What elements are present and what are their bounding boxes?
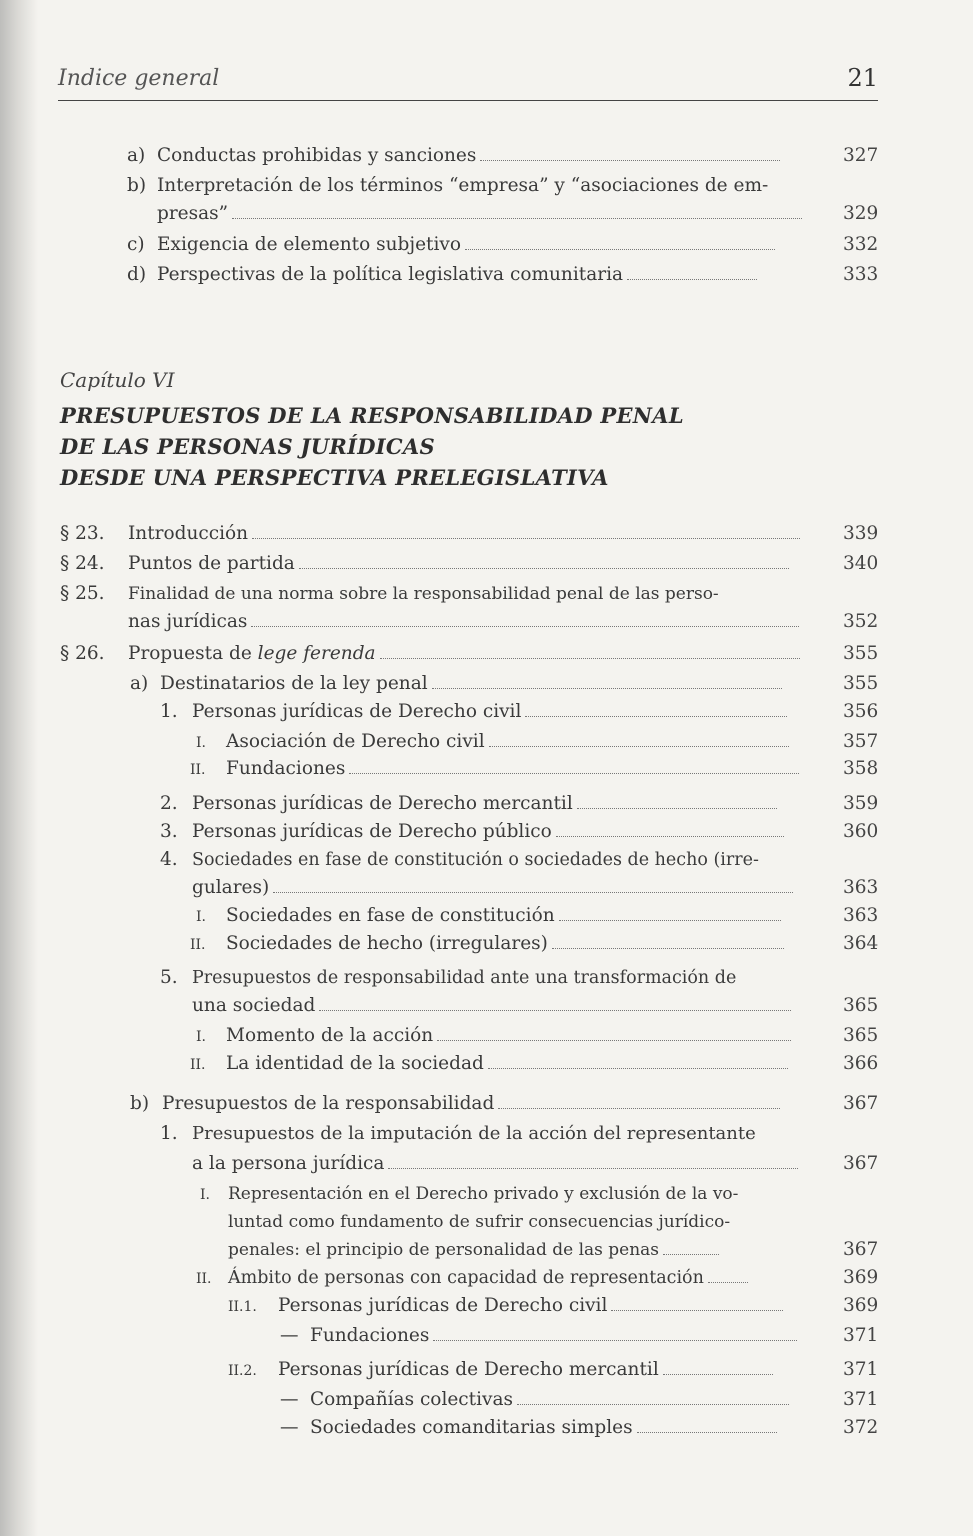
toc-entry: 4. Sociedades en fase de constitución o sociedades de hecho (irre- xyxy=(160,849,759,870)
toc-entry: c) Exigencia de elemento subjetivo xyxy=(127,231,775,259)
page-edge-shadow xyxy=(0,0,38,1536)
toc-page: 371 xyxy=(843,1389,879,1410)
toc-entry: § 23. Introducción xyxy=(60,520,800,548)
toc-entry: 3. Personas jurídicas de Derecho público xyxy=(160,818,784,846)
toc-page: 367 xyxy=(843,1093,879,1114)
toc-page: 340 xyxy=(843,553,879,574)
toc-entry: II. Ámbito de personas con capacidad de representación xyxy=(196,1264,748,1292)
toc-entry: — Compañías colectivas xyxy=(280,1386,789,1414)
toc-entry-cont: presas” xyxy=(157,200,802,228)
toc-entry-cont: gulares) xyxy=(192,874,793,902)
toc-page: 369 xyxy=(843,1267,879,1288)
toc-entry: b) Presupuestos de la responsabilidad xyxy=(130,1090,780,1118)
toc-entry: II. Fundaciones xyxy=(190,755,799,783)
toc-entry: 5. Presupuestos de responsabilidad ante una transformación de xyxy=(160,967,737,988)
toc-page: 371 xyxy=(843,1325,879,1346)
toc-entry: § 24. Puntos de partida xyxy=(60,550,789,578)
toc-entry: II. La identidad de la sociedad xyxy=(190,1050,788,1078)
toc-page: 371 xyxy=(843,1359,879,1380)
toc-entry: I. Representación en el Derecho privado y exclusión de la vo- xyxy=(200,1184,739,1204)
toc-page: 333 xyxy=(843,264,879,285)
toc-entry: II.1. Personas jurídicas de Derecho civil xyxy=(228,1292,783,1320)
toc-page: 367 xyxy=(843,1153,879,1174)
toc-entry: d) Perspectivas de la política legislativa comunitaria xyxy=(127,261,757,289)
toc-page: 360 xyxy=(843,821,879,842)
toc-entry: II.2. Personas jurídicas de Derecho mercantil xyxy=(228,1356,773,1384)
toc-entry: — Sociedades comanditarias simples xyxy=(280,1414,777,1442)
running-header-title: Indice general xyxy=(58,66,220,91)
toc-entry: § 25. Finalidad de una norma sobre la responsabilidad penal de las perso- xyxy=(60,583,719,604)
toc-page: 357 xyxy=(843,731,879,752)
running-header xyxy=(58,66,878,101)
toc-page: 363 xyxy=(843,877,879,898)
toc-entry: 1. Personas jurídicas de Derecho civil xyxy=(160,698,787,726)
toc-entry: II. Sociedades de hecho (irregulares) xyxy=(190,930,784,958)
toc-page: 352 xyxy=(843,611,879,632)
toc-page: 339 xyxy=(843,523,879,544)
toc-page: 367 xyxy=(843,1239,879,1260)
toc-page: 358 xyxy=(843,758,879,779)
toc-entry: — Fundaciones xyxy=(280,1322,797,1350)
chapter-label: Capítulo VI xyxy=(60,368,175,392)
toc-page: 372 xyxy=(843,1417,879,1438)
toc-entry: I. Sociedades en fase de constitución xyxy=(196,902,781,930)
toc-page: 365 xyxy=(843,995,879,1016)
toc-entry: a) Destinatarios de la ley penal xyxy=(130,670,782,698)
toc-entry-cont: nas jurídicas xyxy=(128,608,799,636)
toc-page: 364 xyxy=(843,933,879,954)
toc-page: 363 xyxy=(843,905,879,926)
toc-entry-cont: a la persona jurídica xyxy=(192,1150,798,1178)
toc-entry-cont: una sociedad xyxy=(192,992,791,1020)
toc-page: 355 xyxy=(843,643,879,664)
toc-entry: I. Asociación de Derecho civil xyxy=(196,728,789,756)
toc-page: 356 xyxy=(843,701,879,722)
toc-page: 355 xyxy=(843,673,879,694)
chapter-title: PRESUPUESTOS DE LA RESPONSABILIDAD PENAL DE LAS PERSONAS JURÍDICAS DESDE UNA PERSPECTIVA PRELEGISLATIVA xyxy=(60,403,684,490)
toc-page: 329 xyxy=(843,203,879,224)
toc-entry: b) Interpretación de los términos “empresa” y “asociaciones de em- xyxy=(127,175,769,196)
toc-entry: 2. Personas jurídicas de Derecho mercantil xyxy=(160,790,777,818)
toc-entry: § 26. Propuesta de lege ferenda xyxy=(60,640,800,668)
toc-entry: 1. Presupuestos de la imputación de la acción del representante xyxy=(160,1123,756,1144)
toc-entry-cont: penales: el principio de personalidad de las penas xyxy=(228,1236,719,1264)
toc-page: 327 xyxy=(843,145,879,166)
toc-page: 359 xyxy=(843,793,879,814)
toc-page: 365 xyxy=(843,1025,879,1046)
toc-page: 332 xyxy=(843,234,879,255)
toc-entry: a) Conductas prohibidas y sanciones xyxy=(127,142,807,170)
toc-page: 366 xyxy=(843,1053,879,1074)
page-number: 21 xyxy=(847,64,878,92)
toc-entry: I. Momento de la acción xyxy=(196,1022,791,1050)
toc-page: 369 xyxy=(843,1295,879,1316)
toc-entry-cont: luntad como fundamento de sufrir consecuencias jurídico- xyxy=(228,1212,731,1232)
